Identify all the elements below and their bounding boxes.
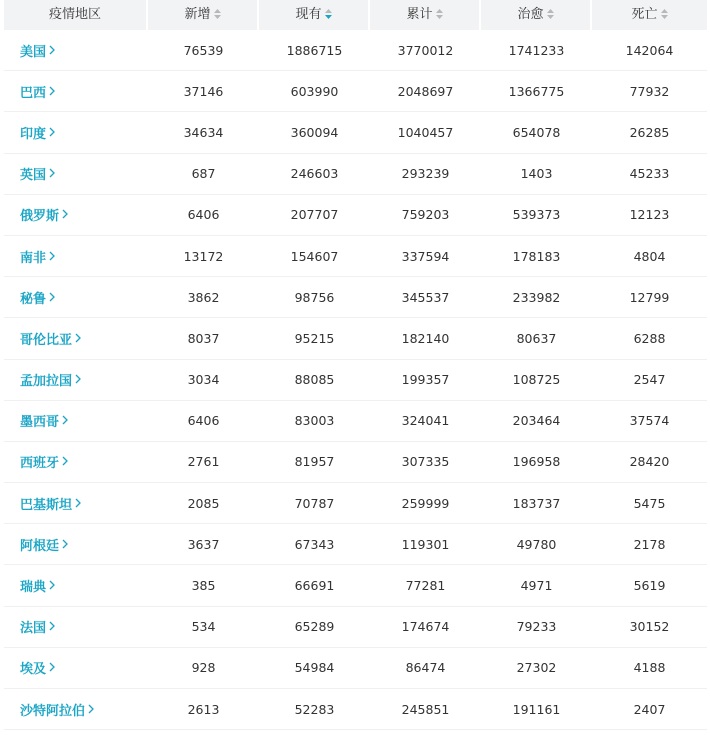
column-header-current[interactable] (259, 0, 370, 30)
table-row (4, 71, 707, 112)
cured-cases-cell: 1366775 (508, 83, 565, 99)
table-row (4, 112, 707, 153)
current-cases-cell: 603990 (290, 83, 339, 99)
region-name: 巴基斯坦 (20, 497, 73, 513)
new-cases-cell: 3637 (187, 536, 220, 552)
death-cases-cell: 37574 (629, 413, 670, 429)
region-name: 西班牙 (20, 456, 60, 472)
region-name: 墨西哥 (20, 415, 60, 431)
region-name: 孟加拉国 (20, 374, 73, 390)
region-link[interactable] (4, 576, 148, 595)
chevron-right-icon (49, 620, 55, 635)
new-cases-cell: 2085 (187, 495, 220, 511)
region-link[interactable] (4, 411, 148, 430)
table-row (4, 236, 707, 277)
region-link[interactable] (4, 205, 148, 224)
table-header (4, 0, 707, 30)
total-cases-cell: 77281 (405, 578, 446, 594)
region-link[interactable] (4, 370, 148, 389)
region-link[interactable] (4, 82, 148, 101)
new-cases-cell: 34634 (183, 124, 224, 140)
total-cases-cell: 245851 (401, 701, 450, 717)
total-cases-cell: 119301 (401, 536, 450, 552)
column-header-label: 现有 (295, 7, 322, 22)
table-row (4, 689, 707, 730)
total-cases-cell: 293239 (401, 166, 450, 182)
epidemic-data-table (4, 0, 707, 730)
sort-caret-icon[interactable] (325, 9, 332, 19)
column-header-total[interactable] (370, 0, 481, 30)
region-name: 秘鲁 (20, 291, 47, 307)
cured-cases-cell: 178183 (512, 248, 561, 264)
chevron-right-icon (62, 414, 68, 429)
new-cases-cell: 13172 (183, 248, 224, 264)
death-cases-cell: 77932 (629, 83, 670, 99)
region-link[interactable] (4, 164, 148, 183)
region-link[interactable] (4, 41, 148, 60)
table-row (4, 442, 707, 483)
total-cases-cell: 174674 (401, 619, 450, 635)
death-cases-cell: 4188 (633, 660, 666, 676)
current-cases-cell: 65289 (294, 619, 335, 635)
cured-cases-cell: 49780 (516, 536, 557, 552)
chevron-right-icon (75, 332, 81, 347)
death-cases-cell: 45233 (629, 166, 670, 182)
table-row (4, 401, 707, 442)
column-header-label: 治愈 (517, 7, 544, 22)
cured-cases-cell: 203464 (512, 413, 561, 429)
current-cases-cell: 1886715 (286, 42, 343, 58)
chevron-right-icon (49, 167, 55, 182)
cured-cases-cell: 196958 (512, 454, 561, 470)
column-header-new[interactable] (148, 0, 259, 30)
death-cases-cell: 5475 (633, 495, 666, 511)
new-cases-cell: 2613 (187, 701, 220, 717)
region-link[interactable] (4, 123, 148, 142)
region-link[interactable] (4, 247, 148, 266)
death-cases-cell: 30152 (629, 619, 670, 635)
region-name: 法国 (20, 621, 47, 637)
column-header-cured[interactable] (481, 0, 592, 30)
cured-cases-cell: 654078 (512, 124, 561, 140)
column-header-dead[interactable] (592, 0, 707, 30)
new-cases-cell: 534 (191, 619, 216, 635)
new-cases-cell: 3862 (187, 289, 220, 305)
cured-cases-cell: 80637 (516, 330, 557, 346)
chevron-right-icon (49, 250, 55, 265)
current-cases-cell: 88085 (294, 372, 335, 388)
current-cases-cell: 54984 (294, 660, 335, 676)
death-cases-cell: 12799 (629, 289, 670, 305)
current-cases-cell: 52283 (294, 701, 335, 717)
cured-cases-cell: 1403 (520, 166, 553, 182)
current-cases-cell: 81957 (294, 454, 335, 470)
region-name: 巴西 (20, 85, 47, 101)
table-row (4, 483, 707, 524)
region-name: 阿根廷 (20, 538, 60, 554)
region-link[interactable] (4, 700, 148, 719)
total-cases-cell: 337594 (401, 248, 450, 264)
death-cases-cell: 2407 (633, 701, 666, 717)
column-header-region (4, 0, 148, 30)
current-cases-cell: 67343 (294, 536, 335, 552)
region-name: 英国 (20, 168, 47, 184)
new-cases-cell: 3034 (187, 372, 220, 388)
column-header-label: 疫情地区 (48, 7, 101, 22)
region-name: 瑞典 (20, 580, 47, 596)
death-cases-cell: 4804 (633, 248, 666, 264)
total-cases-cell: 199357 (401, 372, 450, 388)
chevron-right-icon (62, 208, 68, 223)
current-cases-cell: 83003 (294, 413, 335, 429)
region-link[interactable] (4, 535, 148, 554)
chevron-right-icon (49, 126, 55, 141)
column-header-label: 死亡 (631, 7, 658, 22)
current-cases-cell: 360094 (290, 124, 339, 140)
total-cases-cell: 182140 (401, 330, 450, 346)
table-row (4, 360, 707, 401)
current-cases-cell: 98756 (294, 289, 335, 305)
cured-cases-cell: 191161 (512, 701, 561, 717)
new-cases-cell: 6406 (187, 413, 220, 429)
total-cases-cell: 2048697 (397, 83, 454, 99)
region-link[interactable] (4, 617, 148, 636)
death-cases-cell: 2547 (633, 372, 666, 388)
current-cases-cell: 154607 (290, 248, 339, 264)
column-header-label: 新增 (184, 7, 211, 22)
new-cases-cell: 8037 (187, 330, 220, 346)
chevron-right-icon (62, 538, 68, 553)
new-cases-cell: 928 (191, 660, 216, 676)
cured-cases-cell: 539373 (512, 207, 561, 223)
total-cases-cell: 307335 (401, 454, 450, 470)
death-cases-cell: 6288 (633, 330, 666, 346)
current-cases-cell: 246603 (290, 166, 339, 182)
region-link[interactable] (4, 329, 148, 348)
cured-cases-cell: 108725 (512, 372, 561, 388)
sort-caret-icon[interactable] (436, 9, 443, 19)
table-row (4, 565, 707, 606)
total-cases-cell: 759203 (401, 207, 450, 223)
death-cases-cell: 12123 (629, 207, 670, 223)
region-name: 印度 (20, 126, 47, 142)
region-name: 美国 (20, 44, 47, 60)
death-cases-cell: 26285 (629, 124, 670, 140)
column-header-label: 累计 (406, 7, 433, 22)
table-row (4, 607, 707, 648)
region-link[interactable] (4, 658, 148, 677)
cured-cases-cell: 79233 (516, 619, 557, 635)
cured-cases-cell: 233982 (512, 289, 561, 305)
cured-cases-cell: 4971 (520, 578, 553, 594)
total-cases-cell: 3770012 (397, 42, 454, 58)
table-row (4, 154, 707, 195)
total-cases-cell: 259999 (401, 495, 450, 511)
new-cases-cell: 37146 (183, 83, 224, 99)
sort-caret-icon[interactable] (214, 9, 221, 19)
chevron-right-icon (49, 85, 55, 100)
table-body (4, 30, 707, 730)
table-row (4, 318, 707, 359)
chevron-right-icon (49, 44, 55, 59)
chevron-right-icon (62, 455, 68, 470)
current-cases-cell: 95215 (294, 330, 335, 346)
chevron-right-icon (49, 661, 55, 676)
death-cases-cell: 5619 (633, 578, 666, 594)
cured-cases-cell: 183737 (512, 495, 561, 511)
region-link[interactable] (4, 494, 148, 513)
chevron-right-icon (75, 497, 81, 512)
current-cases-cell: 207707 (290, 207, 339, 223)
death-cases-cell: 2178 (633, 536, 666, 552)
region-link[interactable] (4, 288, 148, 307)
total-cases-cell: 86474 (405, 660, 446, 676)
chevron-right-icon (49, 291, 55, 306)
total-cases-cell: 345537 (401, 289, 450, 305)
region-name: 南非 (20, 250, 47, 266)
chevron-right-icon (75, 373, 81, 388)
sort-caret-icon[interactable] (547, 9, 554, 19)
new-cases-cell: 2761 (187, 454, 220, 470)
cured-cases-cell: 1741233 (508, 42, 565, 58)
death-cases-cell: 142064 (625, 42, 674, 58)
current-cases-cell: 70787 (294, 495, 335, 511)
chevron-right-icon (88, 703, 94, 718)
total-cases-cell: 324041 (401, 413, 450, 429)
table-row (4, 30, 707, 71)
table-row (4, 648, 707, 689)
sort-caret-icon[interactable] (661, 9, 668, 19)
chevron-right-icon (49, 579, 55, 594)
table-row (4, 277, 707, 318)
current-cases-cell: 66691 (294, 578, 335, 594)
region-name: 哥伦比亚 (20, 332, 73, 348)
new-cases-cell: 6406 (187, 207, 220, 223)
cured-cases-cell: 27302 (516, 660, 557, 676)
new-cases-cell: 76539 (183, 42, 224, 58)
region-link[interactable] (4, 452, 148, 471)
death-cases-cell: 28420 (629, 454, 670, 470)
table-row (4, 524, 707, 565)
new-cases-cell: 687 (191, 166, 216, 182)
region-name: 埃及 (20, 662, 47, 678)
total-cases-cell: 1040457 (397, 124, 454, 140)
new-cases-cell: 385 (191, 578, 216, 594)
table-row (4, 195, 707, 236)
region-name: 俄罗斯 (20, 209, 60, 225)
region-name: 沙特阿拉伯 (20, 703, 86, 719)
